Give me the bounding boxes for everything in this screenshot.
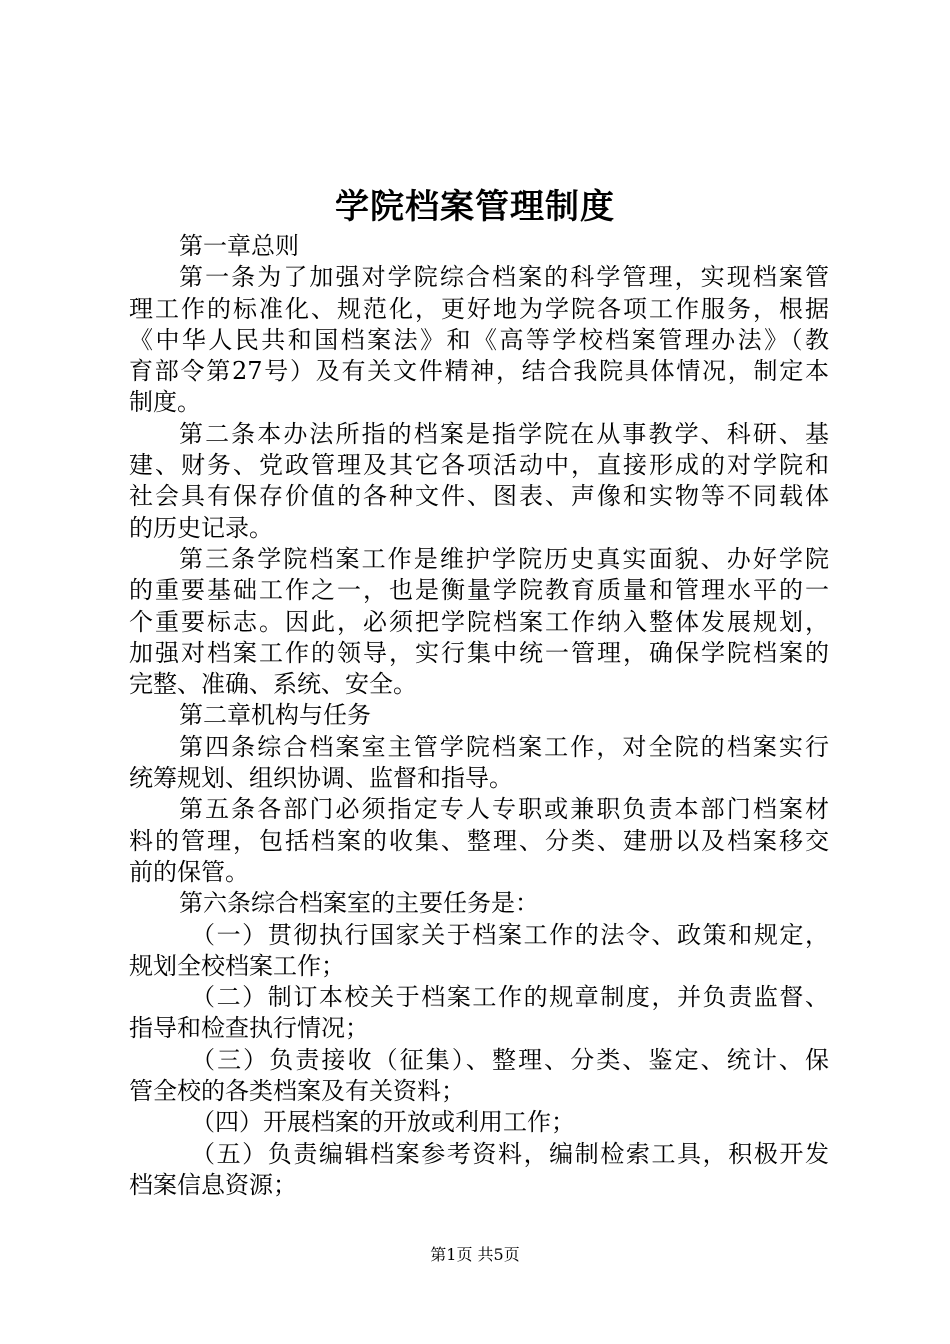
chapter-heading: 第一章总则 xyxy=(179,232,299,260)
paragraph-line: 社会具有保存价值的各种文件、图表、声像和实物等不同载体 xyxy=(129,482,829,511)
document-body xyxy=(129,231,829,1201)
paragraph-line: 第六条综合档案室的主要任务是： xyxy=(179,889,539,918)
list-item-line: （五）负责编辑档案参考资料，编制检索工具，积极开发 xyxy=(191,1139,829,1168)
paragraph-line: 完整、准确、系统、安全。 xyxy=(129,670,417,699)
list-item-line: 指导和检查执行情况； xyxy=(129,1014,369,1043)
paragraph-line: 的重要基础工作之一，也是衡量学院教育质量和管理水平的一 xyxy=(129,576,829,605)
paragraph-line: 料的管理，包括档案的收集、整理、分类、建册以及档案移交 xyxy=(129,826,829,855)
list-item-line: （四）开展档案的开放或利用工作； xyxy=(191,1108,575,1137)
paragraph-line: 育部令第27号）及有关文件精神，结合我院具体情况，制定本 xyxy=(129,357,829,386)
paragraph-line: 第二条本办法所指的档案是指学院在从事教学、科研、基 xyxy=(179,419,829,448)
document-title: 学院档案管理制度 xyxy=(335,187,615,227)
page-footer: 第1页 共5页 xyxy=(430,1245,520,1264)
paragraph-line: 制度。 xyxy=(129,388,201,417)
list-item-line: 档案信息资源； xyxy=(129,1170,297,1199)
paragraph-line: 前的保管。 xyxy=(129,857,249,886)
paragraph-line: 理工作的标准化、规范化，更好地为学院各项工作服务，根据 xyxy=(129,294,829,323)
paragraph-line: 个重要标志。因此，必须把学院档案工作纳入整体发展规划， xyxy=(129,607,829,636)
paragraph-line: 建、财务、党政管理及其它各项活动中，直接形成的对学院和 xyxy=(129,451,829,480)
paragraph-line: 统筹规划、组织协调、监督和指导。 xyxy=(129,764,513,793)
paragraph-line: 第一条为了加强对学院综合档案的科学管理，实现档案管 xyxy=(179,263,829,292)
paragraph-line: 的历史记录。 xyxy=(129,513,273,542)
list-item-line: （三）负责接收（征集）、整理、分类、鉴定、统计、保 xyxy=(191,1045,829,1074)
paragraph-line: 第四条综合档案室主管学院档案工作，对全院的档案实行 xyxy=(179,732,829,761)
list-item-line: 规划全校档案工作； xyxy=(129,951,345,980)
list-item-line: 管全校的各类档案及有关资料； xyxy=(129,1077,465,1106)
chapter-heading: 第二章机构与任务 xyxy=(179,701,371,730)
paragraph-line: 加强对档案工作的领导，实行集中统一管理，确保学院档案的 xyxy=(129,638,829,667)
list-item-line: （二）制订本校关于档案工作的规章制度，并负责监督、 xyxy=(191,983,829,1012)
list-item-line: （一）贯彻执行国家关于档案工作的法令、政策和规定， xyxy=(191,920,829,949)
paragraph-line: 第五条各部门必须指定专人专职或兼职负责本部门档案材 xyxy=(179,795,829,824)
paragraph-line: 《中华人民共和国档案法》和《高等学校档案管理办法》（教 xyxy=(129,325,829,354)
paragraph-line: 第三条学院档案工作是维护学院历史真实面貌、办好学院 xyxy=(179,544,829,573)
